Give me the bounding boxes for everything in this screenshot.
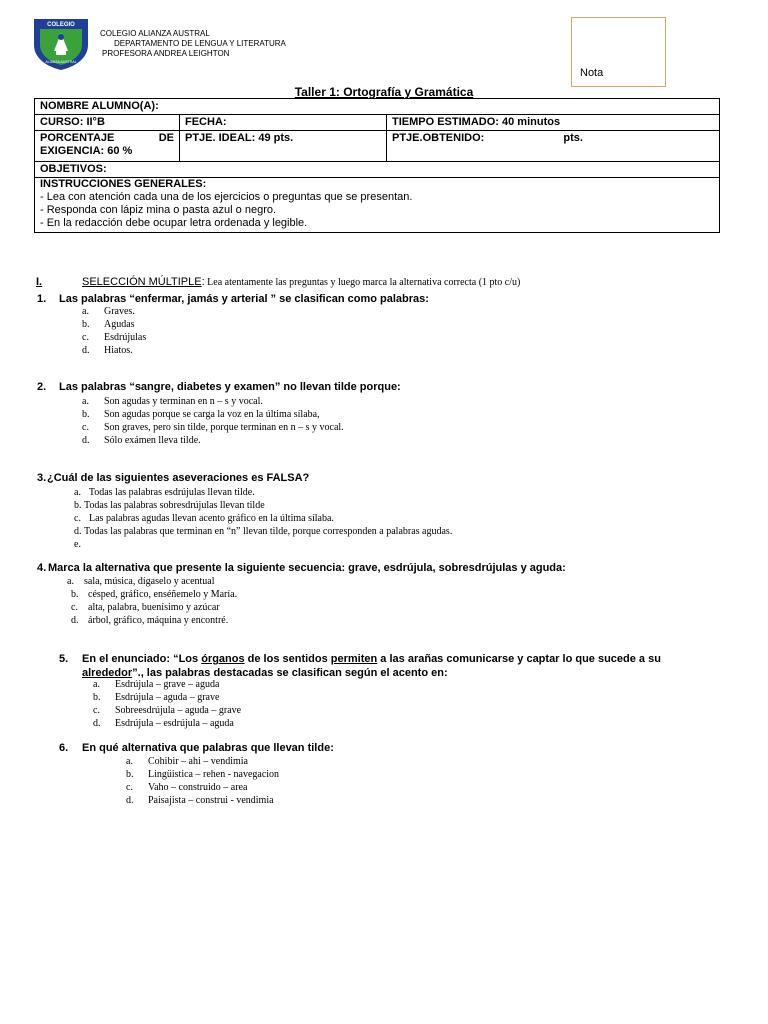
option-d[interactable]: d. Hiatos. <box>82 345 133 356</box>
obtained-score-label: PTJE.OBTENIDO: <box>392 132 485 144</box>
section-colon: : <box>201 276 205 288</box>
option-d[interactable]: d. Sólo exámen lleva tilde. <box>82 435 201 446</box>
option-a[interactable]: a. Esdrújula – grave – aguda <box>93 679 220 690</box>
question-number: 5. <box>59 653 69 665</box>
question-3 <box>37 472 309 484</box>
option-c[interactable]: c. Esdrújulas <box>82 332 147 343</box>
school-logo <box>32 17 90 71</box>
question-text: ¿Cuál de las siguientes aseveraciones es FALSA? <box>47 472 310 484</box>
option-b[interactable]: b. Son agudas porque se carga la voz en la última sílaba, <box>82 409 320 420</box>
option-d[interactable]: d. Paisajista – construi - vendimia <box>126 795 274 806</box>
option-c[interactable]: c. alta, palabra, buenísimo y azúcar <box>71 602 220 613</box>
exigency-value: EXIGENCIA: 60 % <box>40 145 133 157</box>
highlighted-word: permiten <box>330 653 378 665</box>
option-c[interactable]: c. Sobreesdrújula – aguda – grave <box>93 705 242 716</box>
department-name: DEPARTAMENTO DE LENGUA Y LITERATURA <box>114 39 286 48</box>
instruction-line: - En la redacción debe ocupar letra ordenada y legible. <box>40 217 308 229</box>
instruction-line: - Responda con lápiz mina o pasta azul o negro. <box>40 204 277 216</box>
school-crest-icon <box>32 17 90 71</box>
exigency-label-a: PORCENTAJE <box>40 132 115 144</box>
instructions-title: INSTRUCCIONES GENERALES: <box>40 178 207 190</box>
question-2-options <box>82 395 344 447</box>
section-title: SELECCIÓN MÚLTIPLE <box>82 276 202 288</box>
logo-text-bottom: ALIANZA AUSTRAL <box>45 60 77 64</box>
question-number: 4. <box>37 562 47 574</box>
question-6 <box>59 742 334 754</box>
teacher-name: PROFESORA ANDREA LEIGHTON <box>102 49 230 58</box>
question-text: En qué alternativa que palabras que llevan tilde: <box>82 742 334 754</box>
question-6-options <box>126 755 279 807</box>
option-a[interactable]: a. Son agudas y terminan en n – s y vocal. <box>82 396 263 407</box>
option-b[interactable]: b. Esdrújula – aguda – grave <box>93 692 220 703</box>
option-a[interactable]: a. Graves. <box>82 306 135 317</box>
section-instructions: Lea atentamente las preguntas y luego marca la alternativa correcta (1 pto c/u) <box>204 277 521 288</box>
highlighted-word: órganos <box>201 653 245 665</box>
question-1-options <box>82 305 146 357</box>
option-a[interactable]: a. Cohibir – ahi – vendimia <box>126 756 248 767</box>
exigency-label-b: DE <box>158 132 174 144</box>
question-4-options <box>67 575 237 627</box>
question-5 <box>59 652 661 680</box>
option-e[interactable]: e. <box>74 539 81 550</box>
question-text: Las palabras “sangre, diabetes y examen” no llevan tilde porque: <box>59 381 401 393</box>
section-heading <box>36 276 520 288</box>
question-2 <box>37 381 401 393</box>
option-d[interactable]: d. Todas las palabras que terminan en “n” llevan tilde, porque corresponden a palabras agudas. <box>74 526 453 537</box>
school-info <box>100 29 286 59</box>
option-a[interactable]: a. sala, música, dígaselo y acentual <box>67 576 215 587</box>
option-b[interactable]: b. césped, gráfico, enséñemelo y María. <box>71 589 238 600</box>
question-text: de los sentidos <box>244 653 331 665</box>
instructions-cell <box>35 178 720 233</box>
exigency-cell <box>35 131 180 162</box>
option-b[interactable]: b. Todas las palabras sobresdrújulas llevan tilde <box>74 500 265 511</box>
question-number: 1. <box>37 293 47 305</box>
date-field[interactable]: FECHA: <box>180 115 387 131</box>
grade-box[interactable] <box>571 17 666 87</box>
instruction-line: - Lea con atención cada una de los ejercicios o preguntas que se presentan. <box>40 191 413 203</box>
option-b[interactable]: b. Lingüistica – rehen - navegacion <box>126 769 280 780</box>
logo-text-top: COLEGIO <box>47 22 75 28</box>
option-c[interactable]: c. Las palabras agudas llevan acento gráfico en la última sílaba. <box>74 513 334 524</box>
question-text: Marca la alternativa que presente la siguiente secuencia: grave, esdrújula, sobresdrújulas y aguda: <box>48 562 566 574</box>
ideal-score-cell: PTJE. IDEAL: 49 pts. <box>180 131 387 162</box>
obtained-score-unit: pts. <box>563 132 583 144</box>
question-3-options <box>74 486 452 551</box>
question-text: Las palabras “enfermar, jamás y arterial ” se clasifican como palabras: <box>59 293 429 305</box>
question-4 <box>37 562 566 574</box>
question-number: 6. <box>59 742 69 754</box>
question-number: 3. <box>37 472 47 484</box>
school-name: COLEGIO ALIANZA AUSTRAL <box>100 29 210 38</box>
course-cell: CURSO: II°B <box>35 115 180 131</box>
option-c[interactable]: c. Vaho – construido – area <box>126 782 248 793</box>
highlighted-word: alrededor <box>82 667 133 679</box>
grade-label: Nota <box>580 67 604 79</box>
option-a[interactable]: a. Todas las palabras esdrújulas llevan tilde. <box>74 487 255 498</box>
question-1 <box>37 293 429 305</box>
student-info-table <box>34 98 720 233</box>
question-text: En el enunciado: “Los <box>82 653 202 665</box>
objectives-cell: OBJETIVOS: <box>35 162 720 178</box>
question-text: ”., las palabras destacadas se clasifican según el acento en: <box>132 667 448 679</box>
question-number: 2. <box>37 381 47 393</box>
option-d[interactable]: d. Esdrújula – esdrújula – aguda <box>93 718 234 729</box>
estimated-time-cell: TIEMPO ESTIMADO: 40 minutos <box>387 115 720 131</box>
question-5-options <box>93 678 241 730</box>
question-text: a las arañas comunicarse y captar lo que sucede a su <box>377 653 661 665</box>
option-c[interactable]: c. Son graves, pero sin tilde, porque terminan en n – s y vocal. <box>82 422 344 433</box>
option-d[interactable]: d. árbol, gráfico, máquina y encontré. <box>71 615 229 626</box>
obtained-score-cell[interactable] <box>387 131 720 162</box>
student-name-field[interactable]: NOMBRE ALUMNO(A): <box>35 99 720 115</box>
section-number: I. <box>36 276 43 288</box>
page-title: Taller 1: Ortografía y Gramática <box>294 85 474 99</box>
option-b[interactable]: b. Agudas <box>82 319 135 330</box>
